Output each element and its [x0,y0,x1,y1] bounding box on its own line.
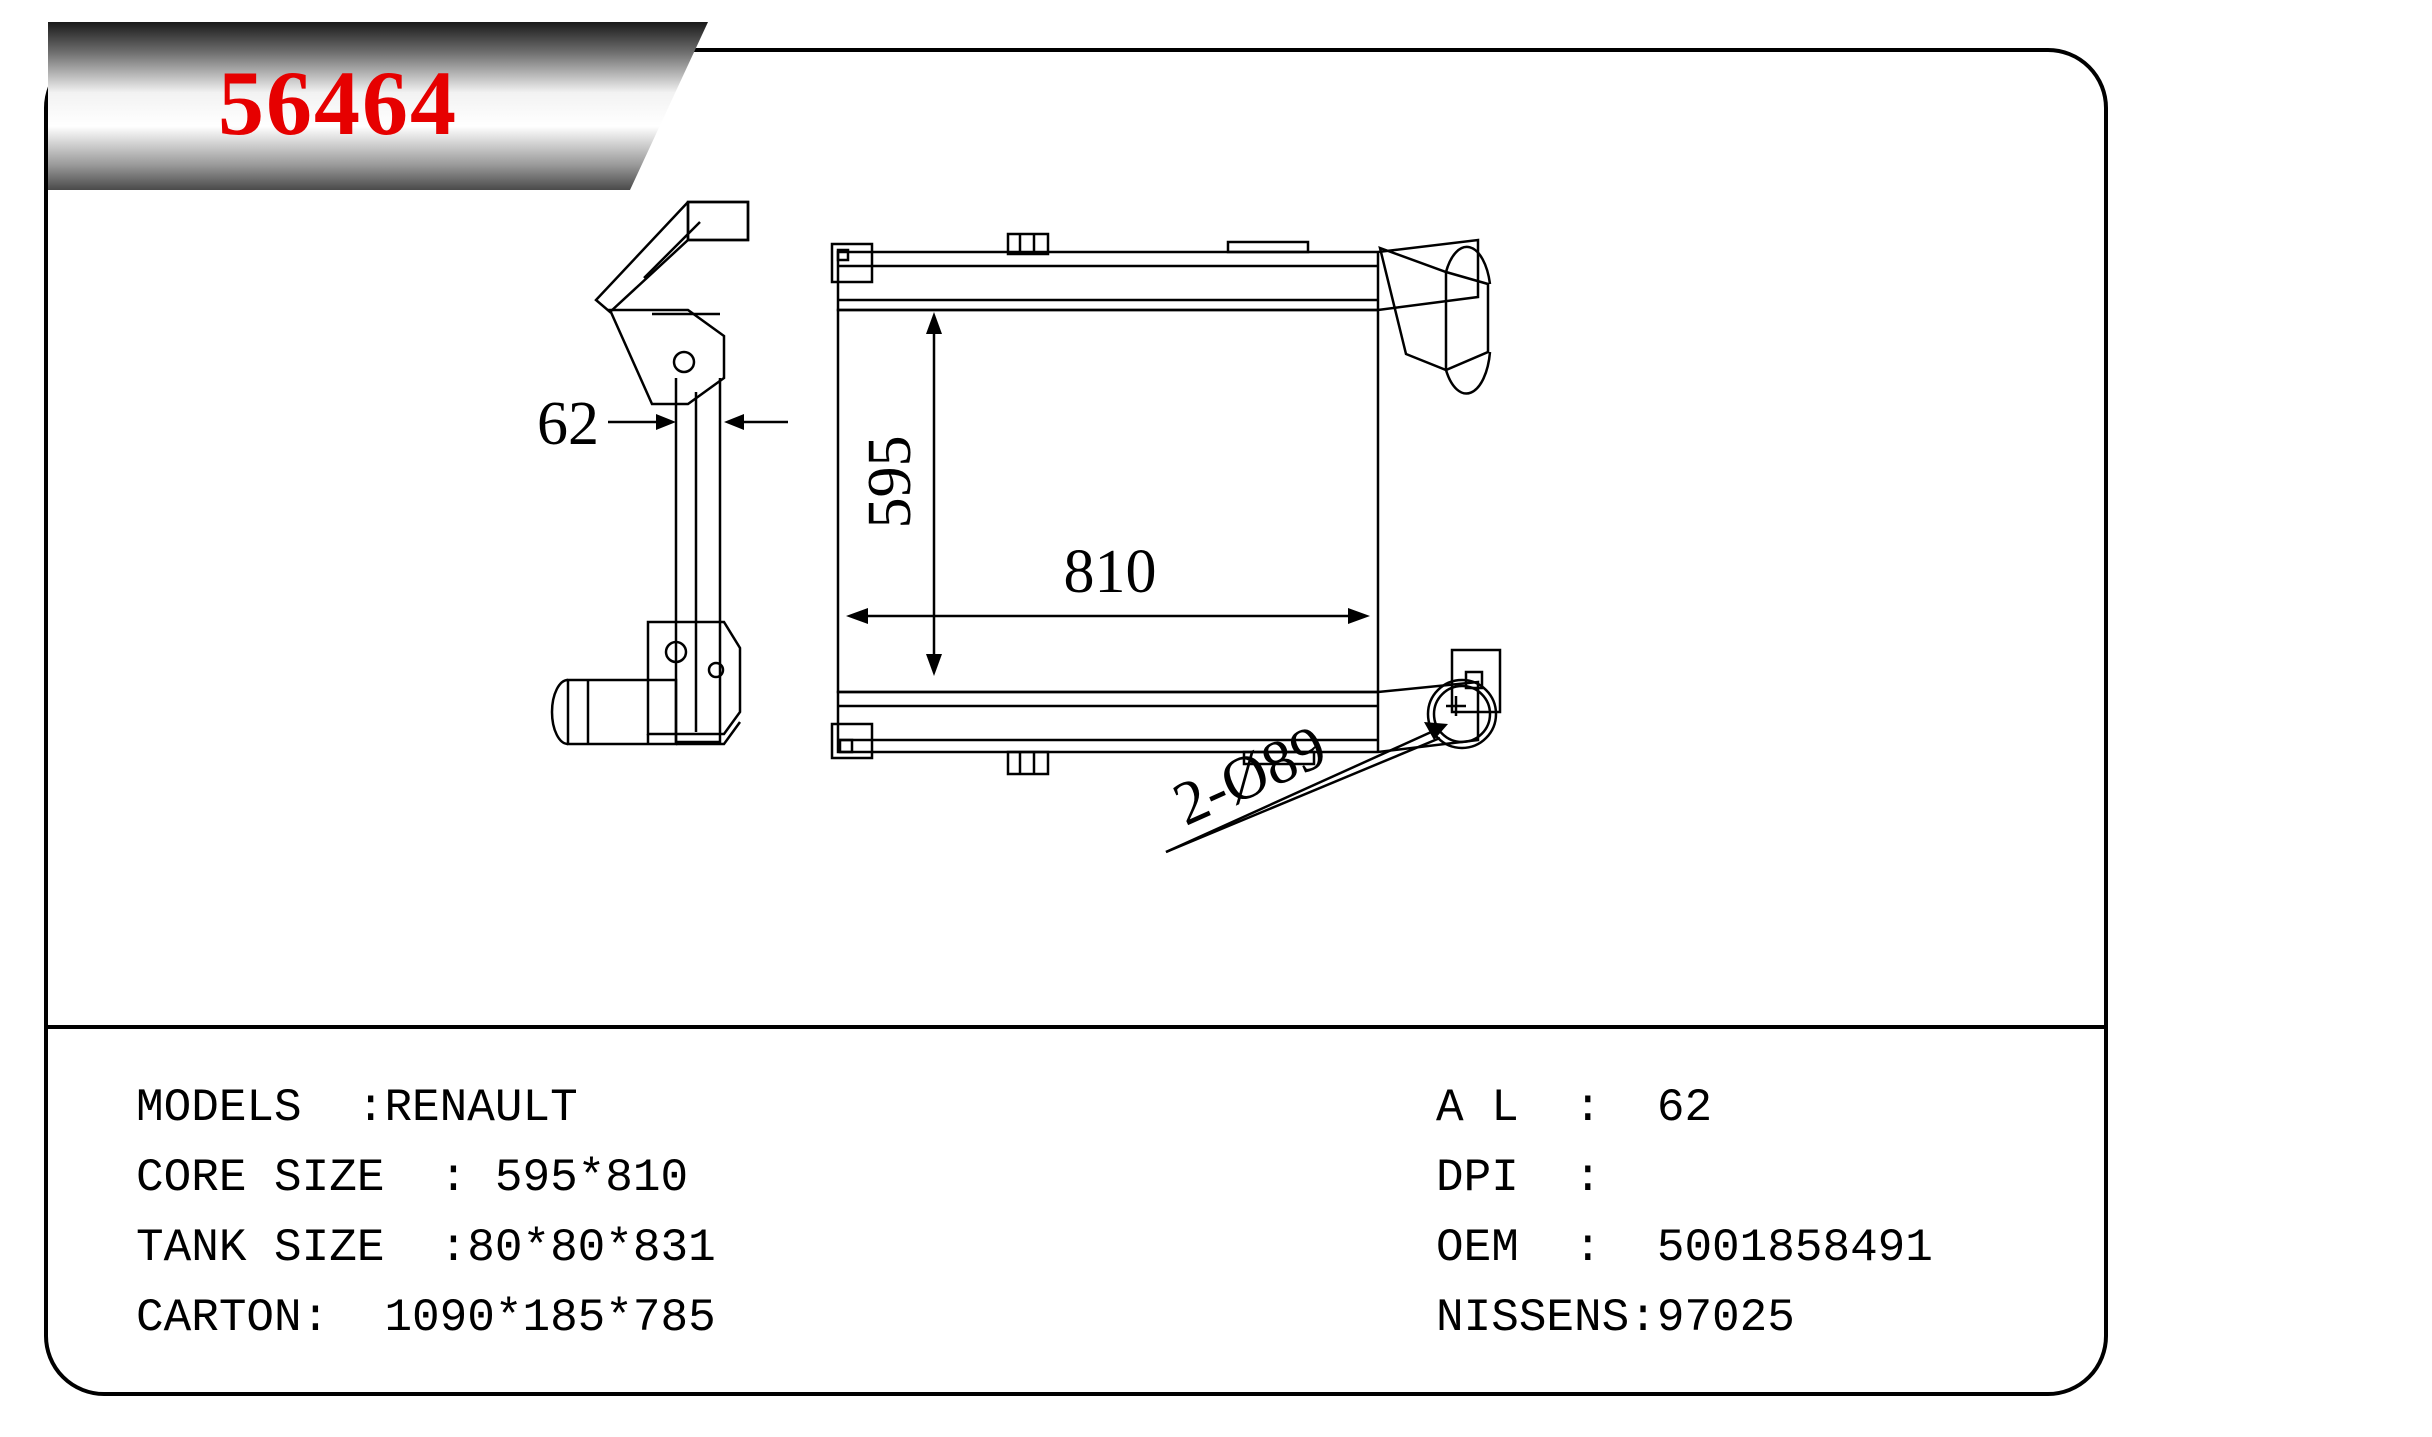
spec-row-models [136,1073,1416,1143]
spec-row-core-size [136,1143,1416,1213]
dim-core-width-line [846,608,1370,624]
dim-thickness-arrows [608,414,788,430]
spec-row-al [1436,1073,2106,1143]
spec-label-oem: OEM : [1436,1222,1657,1274]
spec-table [46,1035,2108,1355]
spec-divider [46,1025,2108,1029]
spec-value-al: 62 [1656,1082,1713,1134]
spec-label-nissens: NISSENS: [1436,1292,1657,1344]
dim-core-height-line [926,312,942,676]
spec-label-al: A L : [1436,1082,1657,1134]
part-number-banner [48,18,728,188]
spec-column-right [1416,1035,2106,1355]
drawing-svg [48,52,2058,1012]
technical-drawing [48,52,2058,1012]
dim-thickness-label: 62 [537,390,599,458]
spec-row-tank-size [136,1213,1416,1283]
side-view [552,202,748,744]
spec-row-oem [1436,1213,2106,1283]
spec-value-oem: 5001858491 [1656,1222,1933,1274]
spec-row-dpi [1436,1143,2106,1213]
spec-label-dpi: DPI : [1436,1152,1657,1204]
part-number-text: 56464 [218,52,458,154]
spec-value-core-size: 595*810 [494,1152,689,1204]
spec-row-carton [136,1283,1416,1353]
spec-label-carton: CARTON: [136,1292,385,1344]
spec-label-core-size: CORE SIZE : [136,1152,495,1204]
spec-label-tank-size: TANK SIZE : [136,1222,468,1274]
spec-column-left [46,1035,1416,1355]
dim-core-height-label: 595 [856,435,924,529]
front-view [832,234,1500,774]
spec-value-tank-size: 80*80*831 [467,1222,716,1274]
spec-value-carton: 1090*185*785 [384,1292,716,1344]
spec-label-models: MODELS : [136,1082,385,1134]
dim-core-width-label: 810 [1063,538,1157,606]
spec-value-models: RENAULT [384,1082,578,1134]
spec-value-nissens: 97025 [1656,1292,1795,1344]
spec-row-nissens [1436,1283,2106,1353]
dim-port-diameter-label: 2-Ø89 [1163,712,1337,840]
